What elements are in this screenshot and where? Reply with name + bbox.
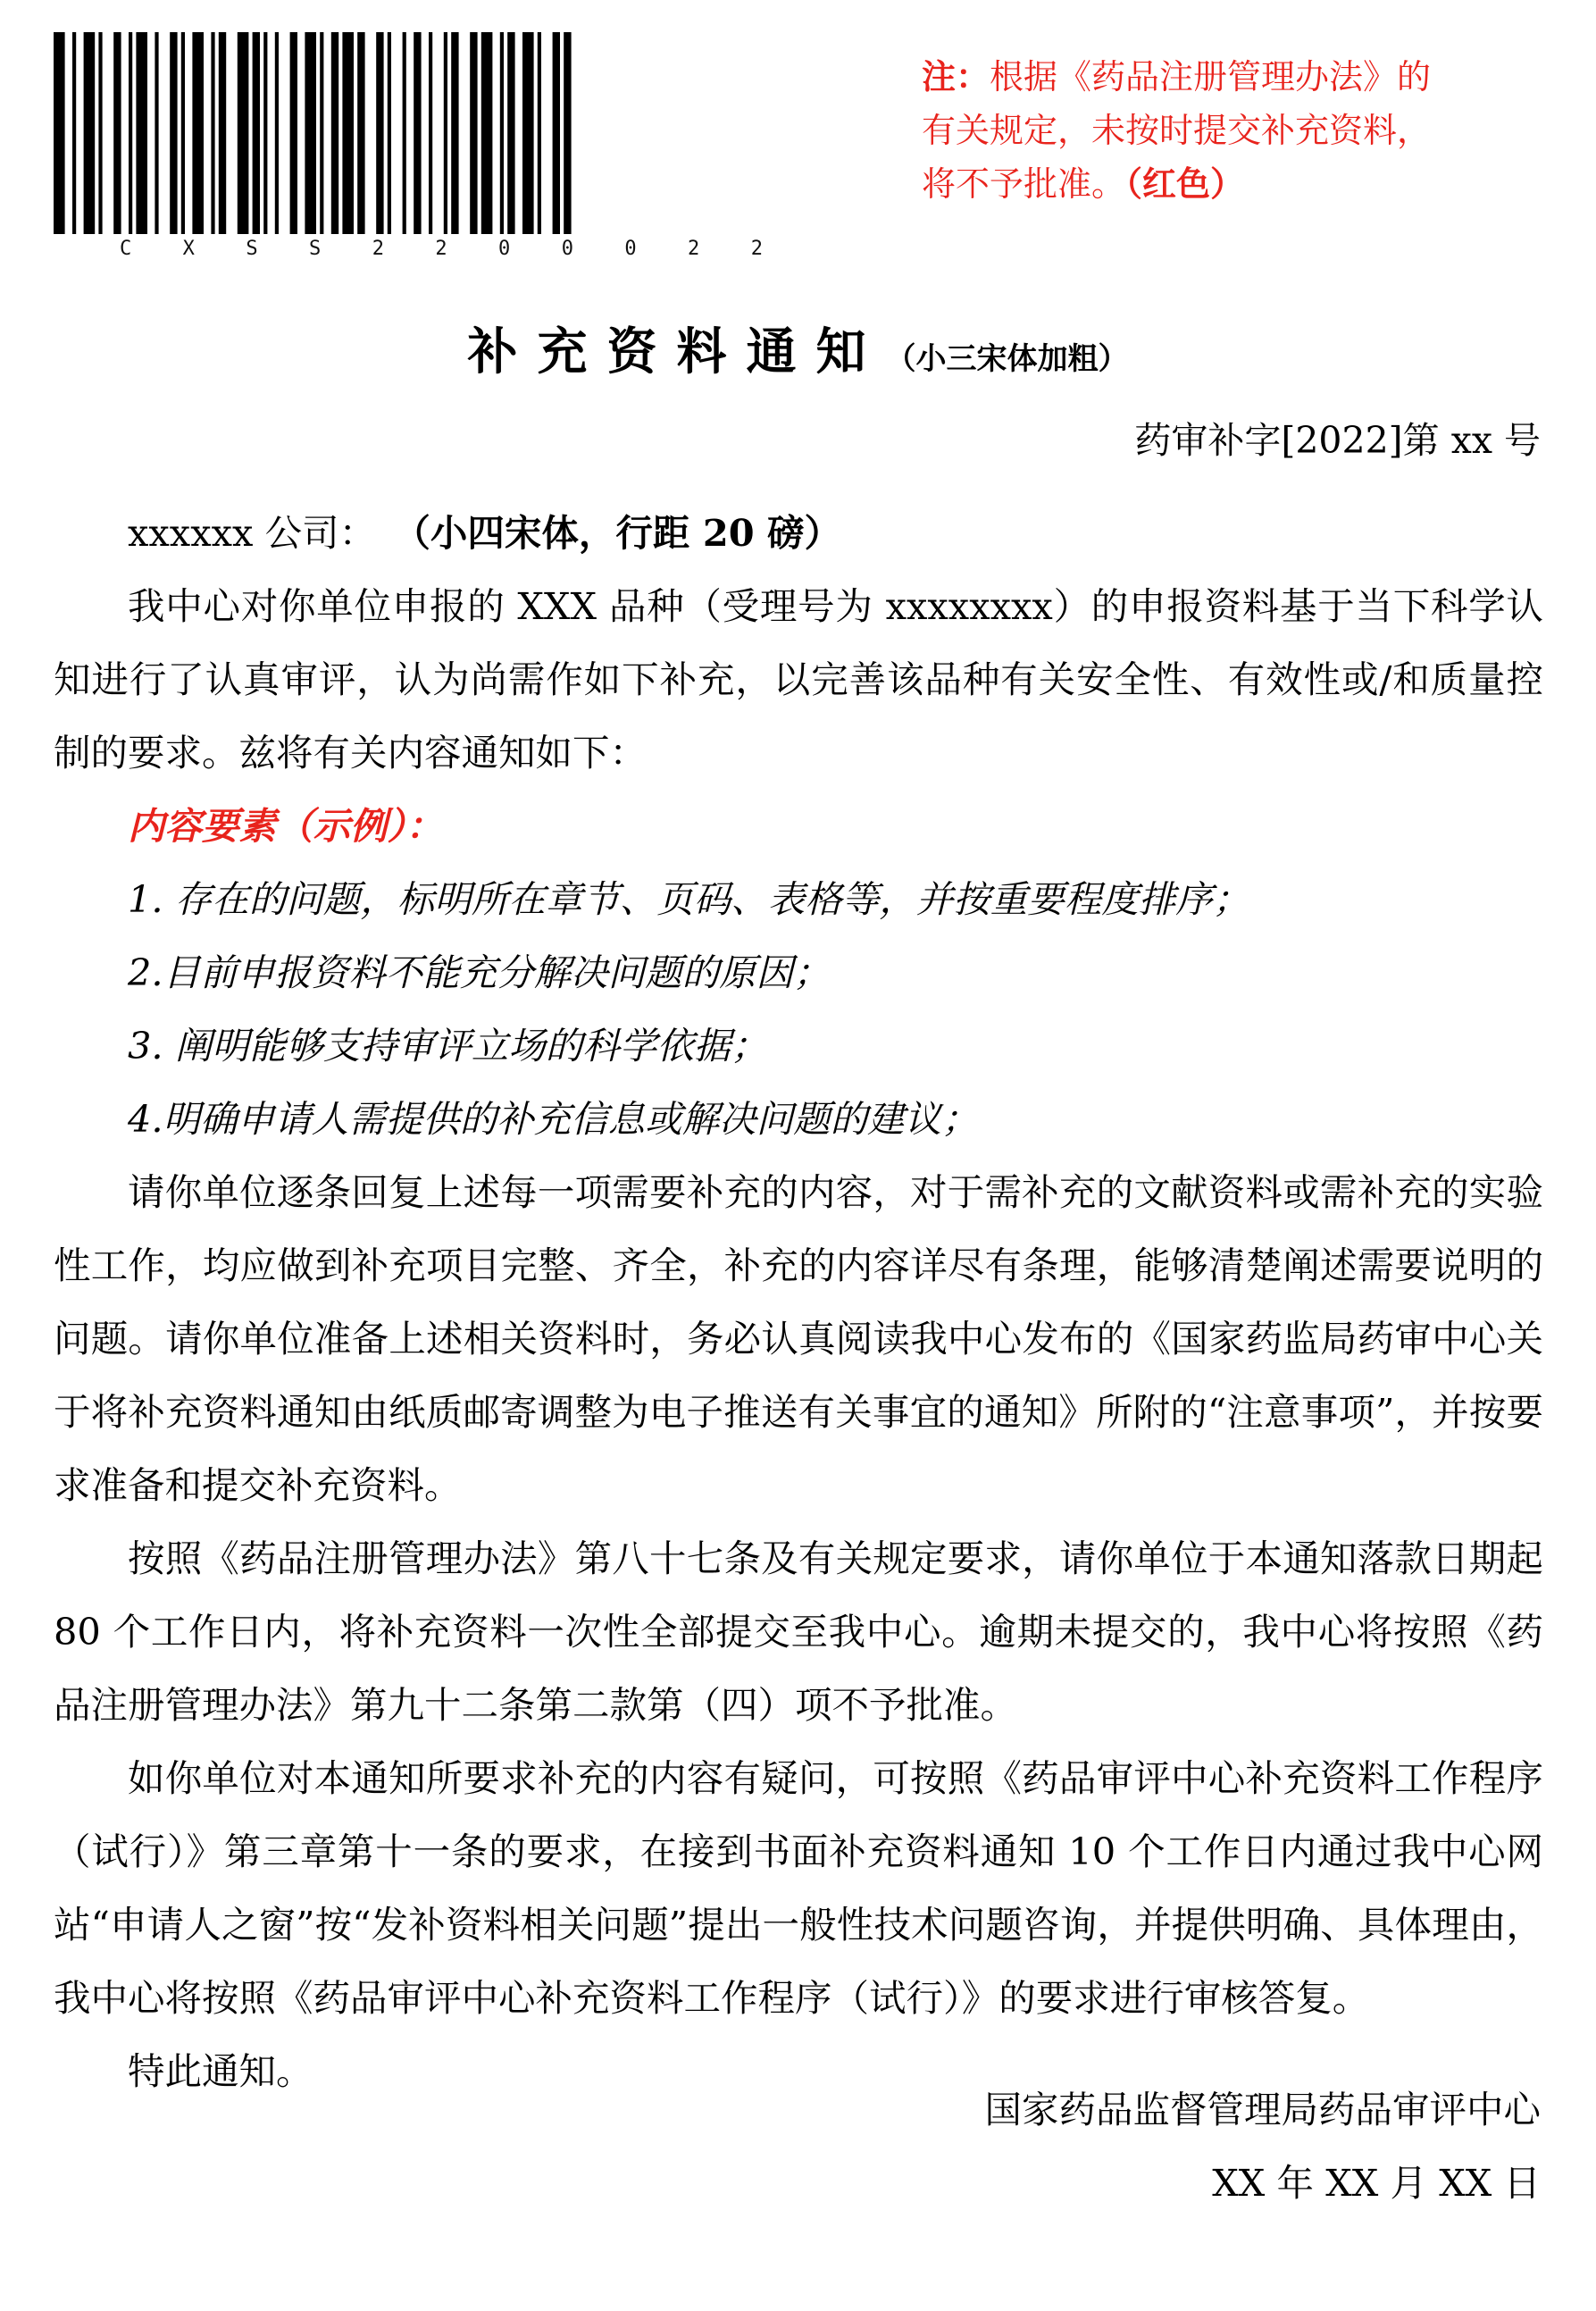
barcode-text (120, 238, 763, 260)
barcode-bar (507, 32, 514, 234)
barcode-char: S (309, 238, 322, 260)
note-line-3-text: 将不予批准。 (922, 164, 1126, 204)
document-body (54, 497, 1543, 2108)
signature-date: XX 年 XX 月 XX 日 (1212, 2161, 1541, 2205)
barcode-bar (113, 32, 121, 234)
paragraph-intro: 我中心对你单位申报的 XXX 品种（受理号为 xxxxxxxx）的申报资料基于当下科学认知进行了认真审评，认为尚需作如下补充，以完善该品种有关安全性、有效性或/和质量控制的要求。兹将有关内容通知如下： (54, 584, 1543, 775)
barcode-char: X (182, 238, 195, 260)
addressee-name: xxxxxx 公司： (128, 511, 377, 555)
note-line-2: 有关规定，未按时提交补充资料， (922, 111, 1432, 150)
barcode-bar (192, 32, 204, 234)
note-line-1 (922, 50, 1529, 104)
addressee-hint: （小四宋体，行距 20 磅） (412, 511, 842, 555)
list-item: 4.明确申请人需提供的补充信息或解决问题的建议； (128, 1097, 979, 1141)
barcode-bar (376, 32, 383, 234)
list-item: 3. 阐明能够支持审评立场的科学依据； (128, 1024, 768, 1068)
barcode-bar (219, 32, 226, 234)
barcode-bar (403, 32, 406, 234)
barcode-char: 0 (624, 238, 637, 260)
barcode-char: 2 (435, 238, 447, 260)
barcode-bar (54, 32, 65, 234)
barcode-bar (444, 32, 447, 234)
barcode-bar (500, 32, 504, 234)
barcode-bar (331, 32, 338, 234)
barcode-bar (538, 32, 541, 234)
barcode-bar (211, 32, 214, 234)
barcode-bar (238, 32, 249, 234)
barcode-bar (357, 32, 364, 234)
document-number: 药审补字[2022]第 xx 号 (1134, 419, 1541, 462)
paragraph-questions: 如你单位对本通知所要求补充的内容有疑问，可按照《药品审评中心补充资料工作程序（试行）》第三章第十一条的要求，在接到书面补充资料通知 10 个工作日内通过我中心网站“申请人之窗”按“发补资料相关问题”提出一般性技术问题咨询，并提供明确、具体理由，我中心将按照《药品审评中心补充资料工作程序（试行）》的要求进行审核答复。 (54, 1756, 1543, 2020)
barcode-char: 2 (688, 238, 700, 260)
barcode-bar (564, 32, 571, 234)
barcode-bar (129, 32, 132, 234)
barcode-bar (275, 32, 279, 234)
barcode-char: 2 (372, 238, 384, 260)
paragraph-deadline: 按照《药品注册管理办法》第八十七条及有关规定要求，请你单位于本通知落款日期起 80 个工作日内，将补充资料一次性全部提交至我中心。逾期未提交的，我中心将按照《药品注册管理办法》第九十二条第二款第（四）项不予批准。 (54, 1536, 1543, 1727)
paragraph-closing: 特此通知。 (128, 2049, 313, 2093)
addressee-line (54, 497, 1543, 570)
barcode-bar (98, 32, 102, 234)
title-main: 补充资料通知 (467, 323, 886, 381)
signature-org: 国家药品监督管理局药品审评中心 (984, 2088, 1541, 2131)
barcode-bar (481, 32, 493, 234)
list-item: 1. 存在的问题，标明所在章节、页码、表格等，并按重要程度排序； (128, 877, 1250, 921)
note-line-3 (922, 157, 1529, 211)
barcode-char: S (246, 238, 258, 260)
barcode-char: 2 (750, 238, 763, 260)
barcode-bar (290, 32, 297, 234)
barcode-bar (388, 32, 391, 234)
title-hint: （小三宋体加粗） (885, 341, 1129, 377)
list-item: 2.目前申报资料不能充分解决问题的原因； (128, 950, 831, 994)
barcode-char: 0 (498, 238, 511, 260)
barcode-bar (429, 32, 432, 234)
barcode-bar (84, 32, 96, 234)
barcode-bar (136, 32, 147, 234)
barcode-bar (470, 32, 477, 234)
barcode-bar (170, 32, 177, 234)
barcode-bar (72, 32, 76, 234)
barcode-bar (263, 32, 267, 234)
note-lead: 注： (922, 57, 990, 96)
barcode-bar (253, 32, 260, 234)
barcode-bar (320, 32, 323, 234)
barcode-bar (181, 32, 185, 234)
barcode-bar (553, 32, 560, 234)
barcode-char: 0 (561, 238, 573, 260)
document-title (0, 313, 1596, 384)
barcode-bar (342, 32, 354, 234)
note-line-1-text: 根据《药品注册管理办法》的 (990, 57, 1432, 96)
elements-heading: 内容要素（示例）： (128, 804, 443, 848)
barcode-bar (414, 32, 421, 234)
barcode-bar (451, 32, 458, 234)
note-line-3-tag: （红色） (1125, 164, 1245, 204)
red-note (922, 50, 1529, 211)
barcode-bar (522, 32, 534, 234)
paragraph-reply: 请你单位逐条回复上述每一项需要补充的内容，对于需补充的文献资料或需补充的实验性工作，均应做到补充项目完整、齐全，补充的内容详尽有条理，能够清楚阐述需要说明的问题。请你单位准备上述相关资料时，务必认真阅读我中心发布的《国家药监局药审中心关于将补充资料通知由纸质邮寄调整为电子推送有关事宜的通知》所附的“注意事项”，并按要求准备和提交补充资料。 (54, 1170, 1543, 1507)
barcode-bar (305, 32, 316, 234)
barcode (54, 32, 863, 264)
barcode-bars (54, 32, 863, 234)
barcode-char: C (120, 238, 132, 260)
barcode-bar (155, 32, 158, 234)
